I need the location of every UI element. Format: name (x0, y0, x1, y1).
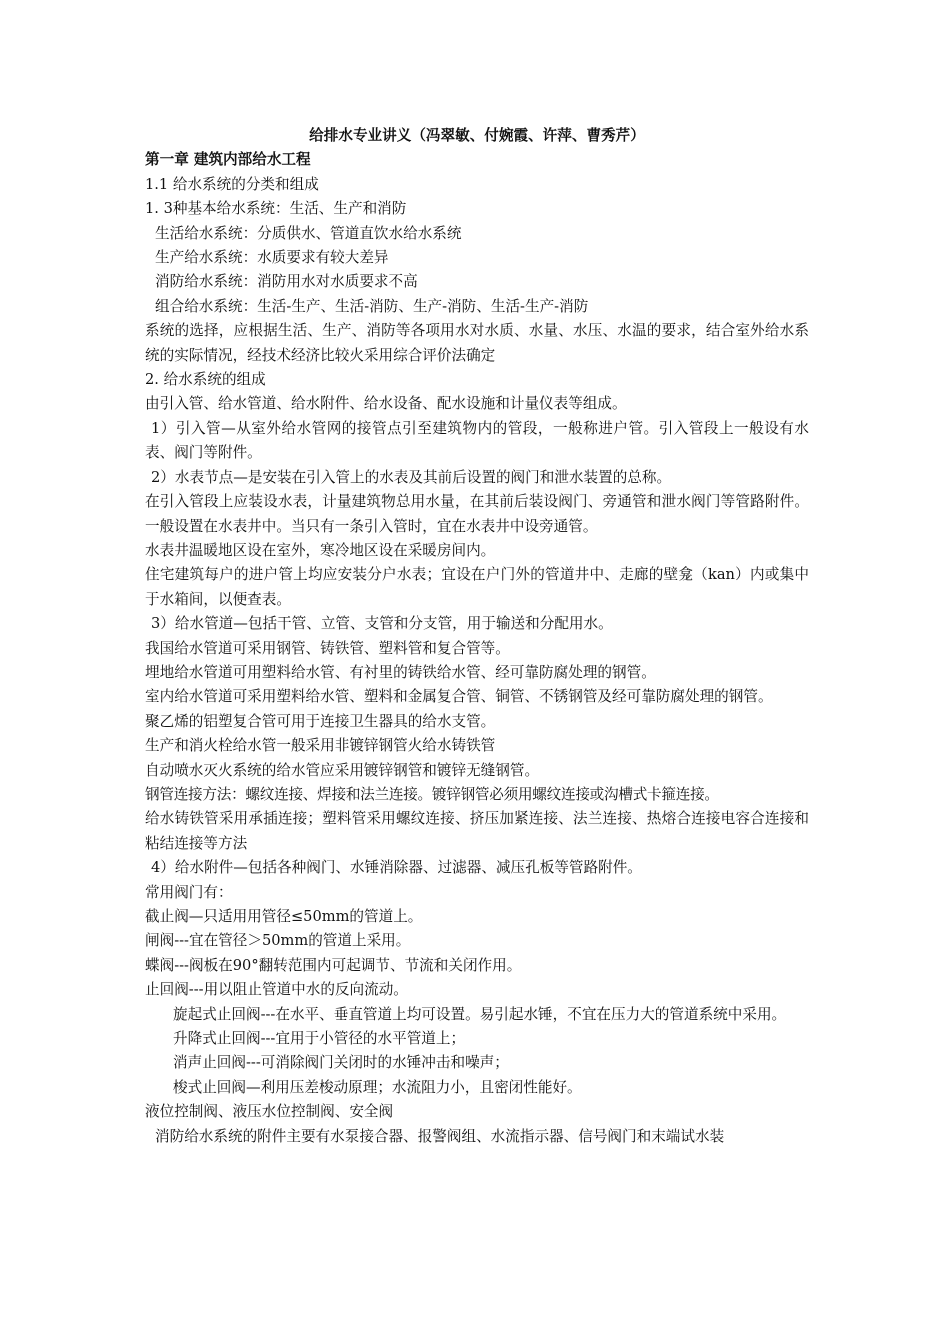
section-heading: 1.1 给水系统的分类和组成 (145, 175, 319, 193)
paragraph: 生活给水系统：分质供水、管道直饮水给水系统 (155, 224, 462, 242)
paragraph: 1. 3种基本给水系统：生活、生产和消防 (145, 200, 407, 218)
paragraph: 液位控制阀、液压水位控制阀、安全阀 (145, 1103, 394, 1121)
document-title: 给排水专业讲义（冯翠敏、付婉霞、许萍、曹秀芹） (309, 127, 645, 144)
paragraph: 室内给水管道可采用塑料给水管、塑料和金属复合管、铜管、不锈钢管及经可靠防腐处理的钢管。 (145, 688, 773, 706)
paragraph: 生产给水系统：水质要求有较大差异 (155, 249, 389, 267)
paragraph: 4）给水附件—包括各种阀门、水锤消除器、过滤器、减压孔板等管路附件。 (151, 859, 642, 877)
paragraph: 聚乙烯的铝塑复合管可用于连接卫生器具的给水支管。 (145, 712, 496, 730)
document-body (145, 124, 809, 1149)
paragraph: 生产和消火栓给水管一般采用非镀锌钢管火给水铸铁管 (145, 737, 496, 755)
list-item: 蝶阀---阀板在90°翻转范围内可起调节、节流和关闭作用。 (145, 956, 522, 974)
paragraph: 我国给水管道可采用钢管、铸铁管、塑料管和复合管等。 (145, 639, 510, 657)
paragraph: 3）给水管道—包括干管、立管、支管和分支管，用于输送和分配用水。 (151, 615, 613, 633)
section-heading: 2. 给水系统的组成 (145, 371, 266, 389)
list-item: 截止阀—只适用用管径≤50mm的管道上。 (145, 908, 423, 925)
paragraph: 钢管连接方法：螺纹连接、焊接和法兰连接。镀锌钢管必须用螺纹连接或沟槽式卡箍连接。 (145, 785, 719, 803)
list-item: 梭式止回阀—利用压差梭动原理；水流阻力小，且密闭性能好。 (173, 1078, 582, 1096)
paragraph: 自动喷水灭火系统的给水管应采用镀锌钢管和镀锌无缝钢管。 (145, 761, 540, 779)
paragraph: 给水铸铁管采用承插连接；塑料管采用螺纹连接、挤压加紧连接、法兰连接、热熔合连接电容合连接和粘结连接等方法 (145, 810, 809, 852)
paragraph: 水表井温暖地区设在室外，寒冷地区设在采暖房间内。 (145, 541, 496, 559)
paragraph: 消防给水系统的附件主要有水泵接合器、报警阀组、水流指示器、信号阀门和末端试水装 (155, 1127, 725, 1145)
paragraph: 1）引入管—从室外给水管网的接管点引至建筑物内的管段，一般称进户管。引入管段上一般设有水表、阀门等附件。 (145, 419, 809, 462)
paragraph: 组合给水系统：生活-生产、生活-消防、生产-消防、生活-生产-消防 (155, 297, 589, 315)
paragraph: 由引入管、给水管道、给水附件、给水设备、配水设施和计量仪表等组成。 (145, 395, 627, 413)
paragraph: 住宅建筑每户的进户管上均应安装分户水表；宜设在户门外的管道井中、走廊的壁龛（kan）内或集中于水箱间，以便查表。 (145, 566, 809, 608)
paragraph: 埋地给水管道可用塑料给水管、有衬里的铸铁给水管、经可靠防腐处理的钢管。 (145, 663, 656, 681)
paragraph: 在引入管段上应装设水表，计量建筑物总用水量，在其前后装设阀门、旁通管和泄水阀门等管路附件。一般设置在水表井中。当只有一条引入管时，宜在水表井中设旁通管。 (145, 493, 809, 535)
paragraph: 系统的选择，应根据生活、生产、消防等各项用水对水质、水量、水压、水温的要求，结合室外给水系统的实际情况，经技术经济比较火采用综合评价法确定 (145, 322, 809, 364)
paragraph: 2）水表节点—是安装在引入管上的水表及其前后设置的阀门和泄水装置的总称。 (151, 468, 672, 486)
list-item: 消声止回阀---可消除阀门关闭时的水锤冲击和噪声； (173, 1054, 509, 1072)
list-item: 旋起式止回阀---在水平、垂直管道上均可设置。易引起水锤，不宜在压力大的管道系统中采用。 (173, 1005, 787, 1023)
list-item: 闸阀---宜在管径＞50mm的管道上采用。 (145, 932, 411, 950)
chapter-heading: 第一章 建筑内部给水工程 (145, 151, 311, 169)
list-item: 升降式止回阀---宜用于小管径的水平管道上； (173, 1030, 466, 1048)
paragraph: 消防给水系统：消防用水对水质要求不高 (155, 273, 418, 291)
paragraph: 常用阀门有： (145, 883, 233, 901)
list-item: 止回阀---用以阻止管道中水的反向流动。 (145, 981, 408, 999)
